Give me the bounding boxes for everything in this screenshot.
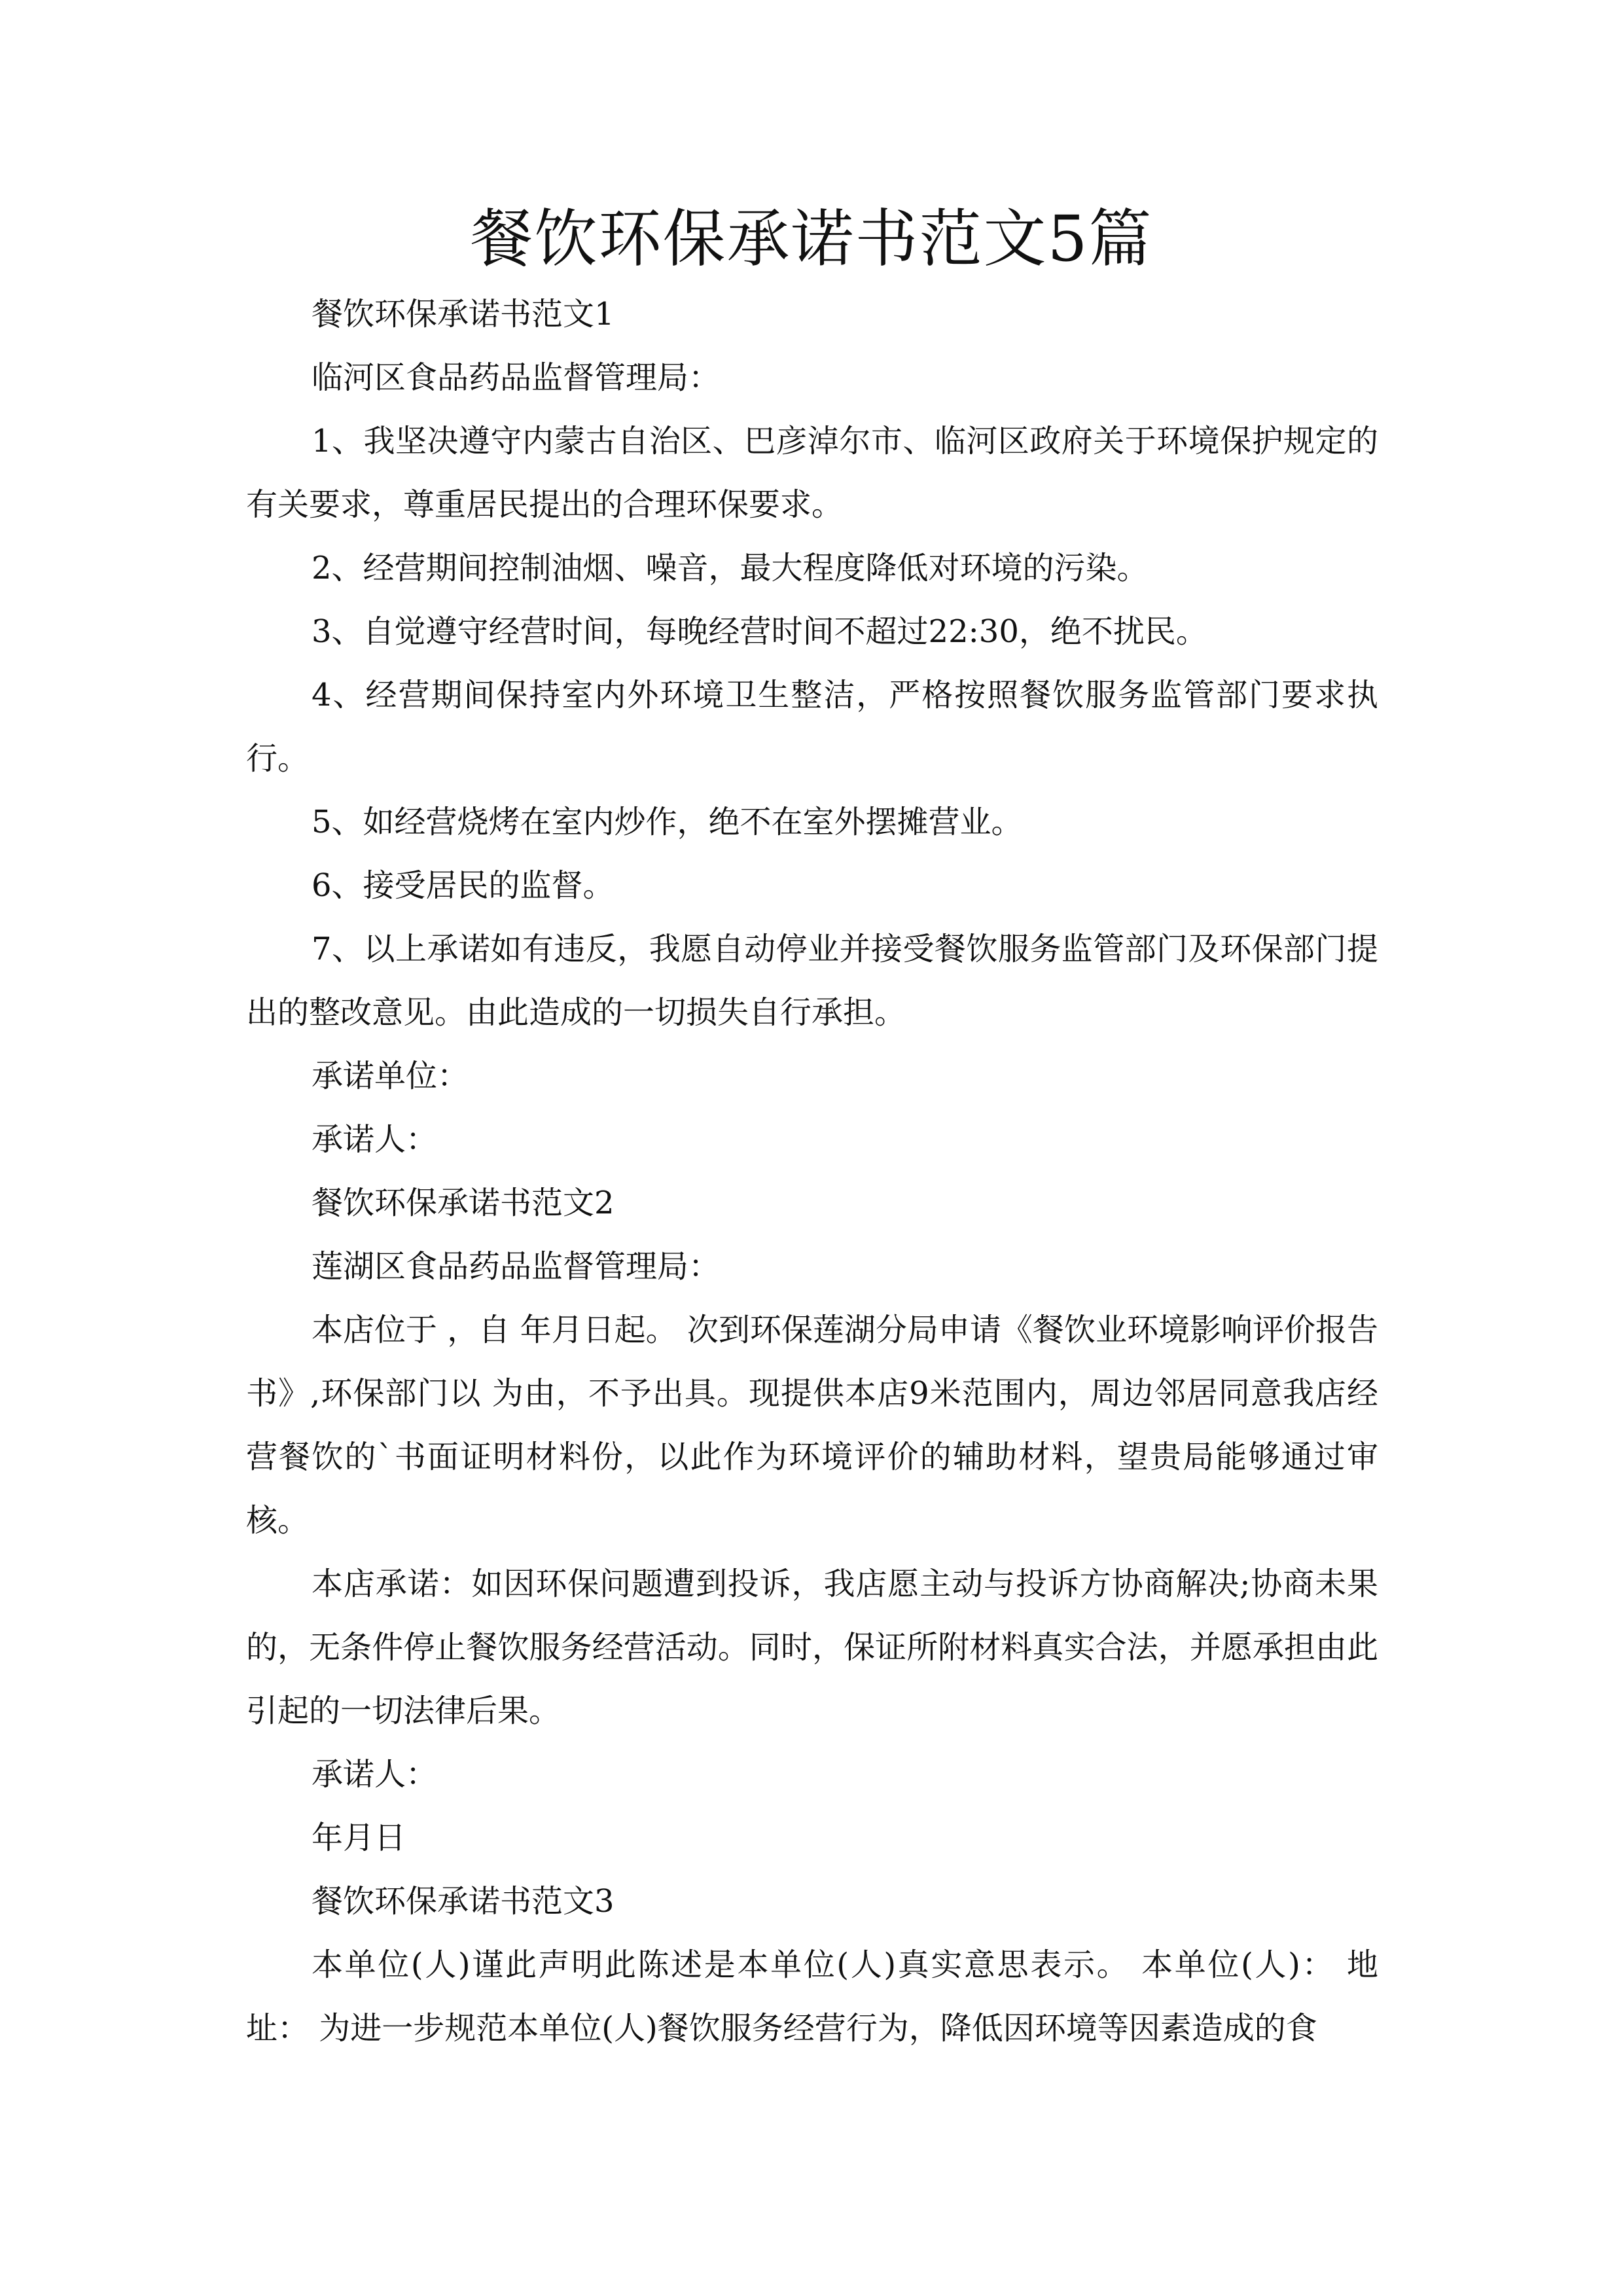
clause-2: 2、经营期间控制油烟、噪音，最大程度降低对环境的污染。 [312,550,1149,586]
clause-3: 3、自觉遵守经营时间，每晚经营时间不超过22:30，绝不扰民。 [312,613,1207,650]
clause-5: 5、如经营烧烤在室内炒作，绝不在室外摆摊营业。 [312,804,1023,840]
section-heading-1: 餐饮环保承诺书范文1 [312,296,615,332]
body-paragraph-2b: 本店承诺：如因环保问题遭到投诉，我店愿主动与投诉方协商解决;协商未果的，无条件停止餐饮服务经营活动。同时，保证所附材料真实合法，并愿承担由此引起的一切法律后果。 [246,1566,1378,1729]
document-body [246,283,1378,2060]
document-title: 餐饮环保承诺书范文5篇 [470,202,1153,276]
date-line-2: 年月日 [312,1820,406,1856]
signature-person-1: 承诺人： [312,1121,438,1158]
clause-6: 6、接受居民的监督。 [312,867,615,904]
body-paragraph-3a: 本单位(人)谨此声明此陈述是本单位(人)真实意思表示。 本单位(人)： 地址： 为进一步规范本单位(人)餐饮服务经营行为，降低因环境等因素造成的食 [246,1946,1378,2047]
signature-unit-1: 承诺单位： [312,1058,469,1094]
addressee-2: 莲湖区食品药品监督管理局： [312,1248,721,1285]
section-heading-3: 餐饮环保承诺书范文3 [312,1883,615,1920]
section-heading-2: 餐饮环保承诺书范文2 [312,1185,615,1221]
addressee-1: 临河区食品药品监督管理局： [312,359,721,396]
body-paragraph-2a: 本店位于 ，自 年月日起。 次到环保莲湖分局申请《餐饮业环境影响评价报告书》,环保部门以 为由，不予出具。现提供本店9米范围内，周边邻居同意我店经营餐饮的`书面证明材料份，以此作为环境评价的辅助材料，望贵局能够通过审核。 [246,1312,1378,1539]
clause-1: 1、我坚决遵守内蒙古自治区、巴彦淖尔市、临河区政府关于环境保护规定的有关要求，尊重居民提出的合理环保要求。 [246,423,1378,523]
clause-4: 4、经营期间保持室内外环境卫生整洁，严格按照餐饮服务监管部门要求执行。 [246,677,1378,777]
signature-person-2: 承诺人： [312,1756,438,1793]
clause-7: 7、以上承诺如有违反，我愿自动停业并接受餐饮服务监管部门及环保部门提出的整改意见。由此造成的一切损失自行承担。 [246,931,1378,1031]
